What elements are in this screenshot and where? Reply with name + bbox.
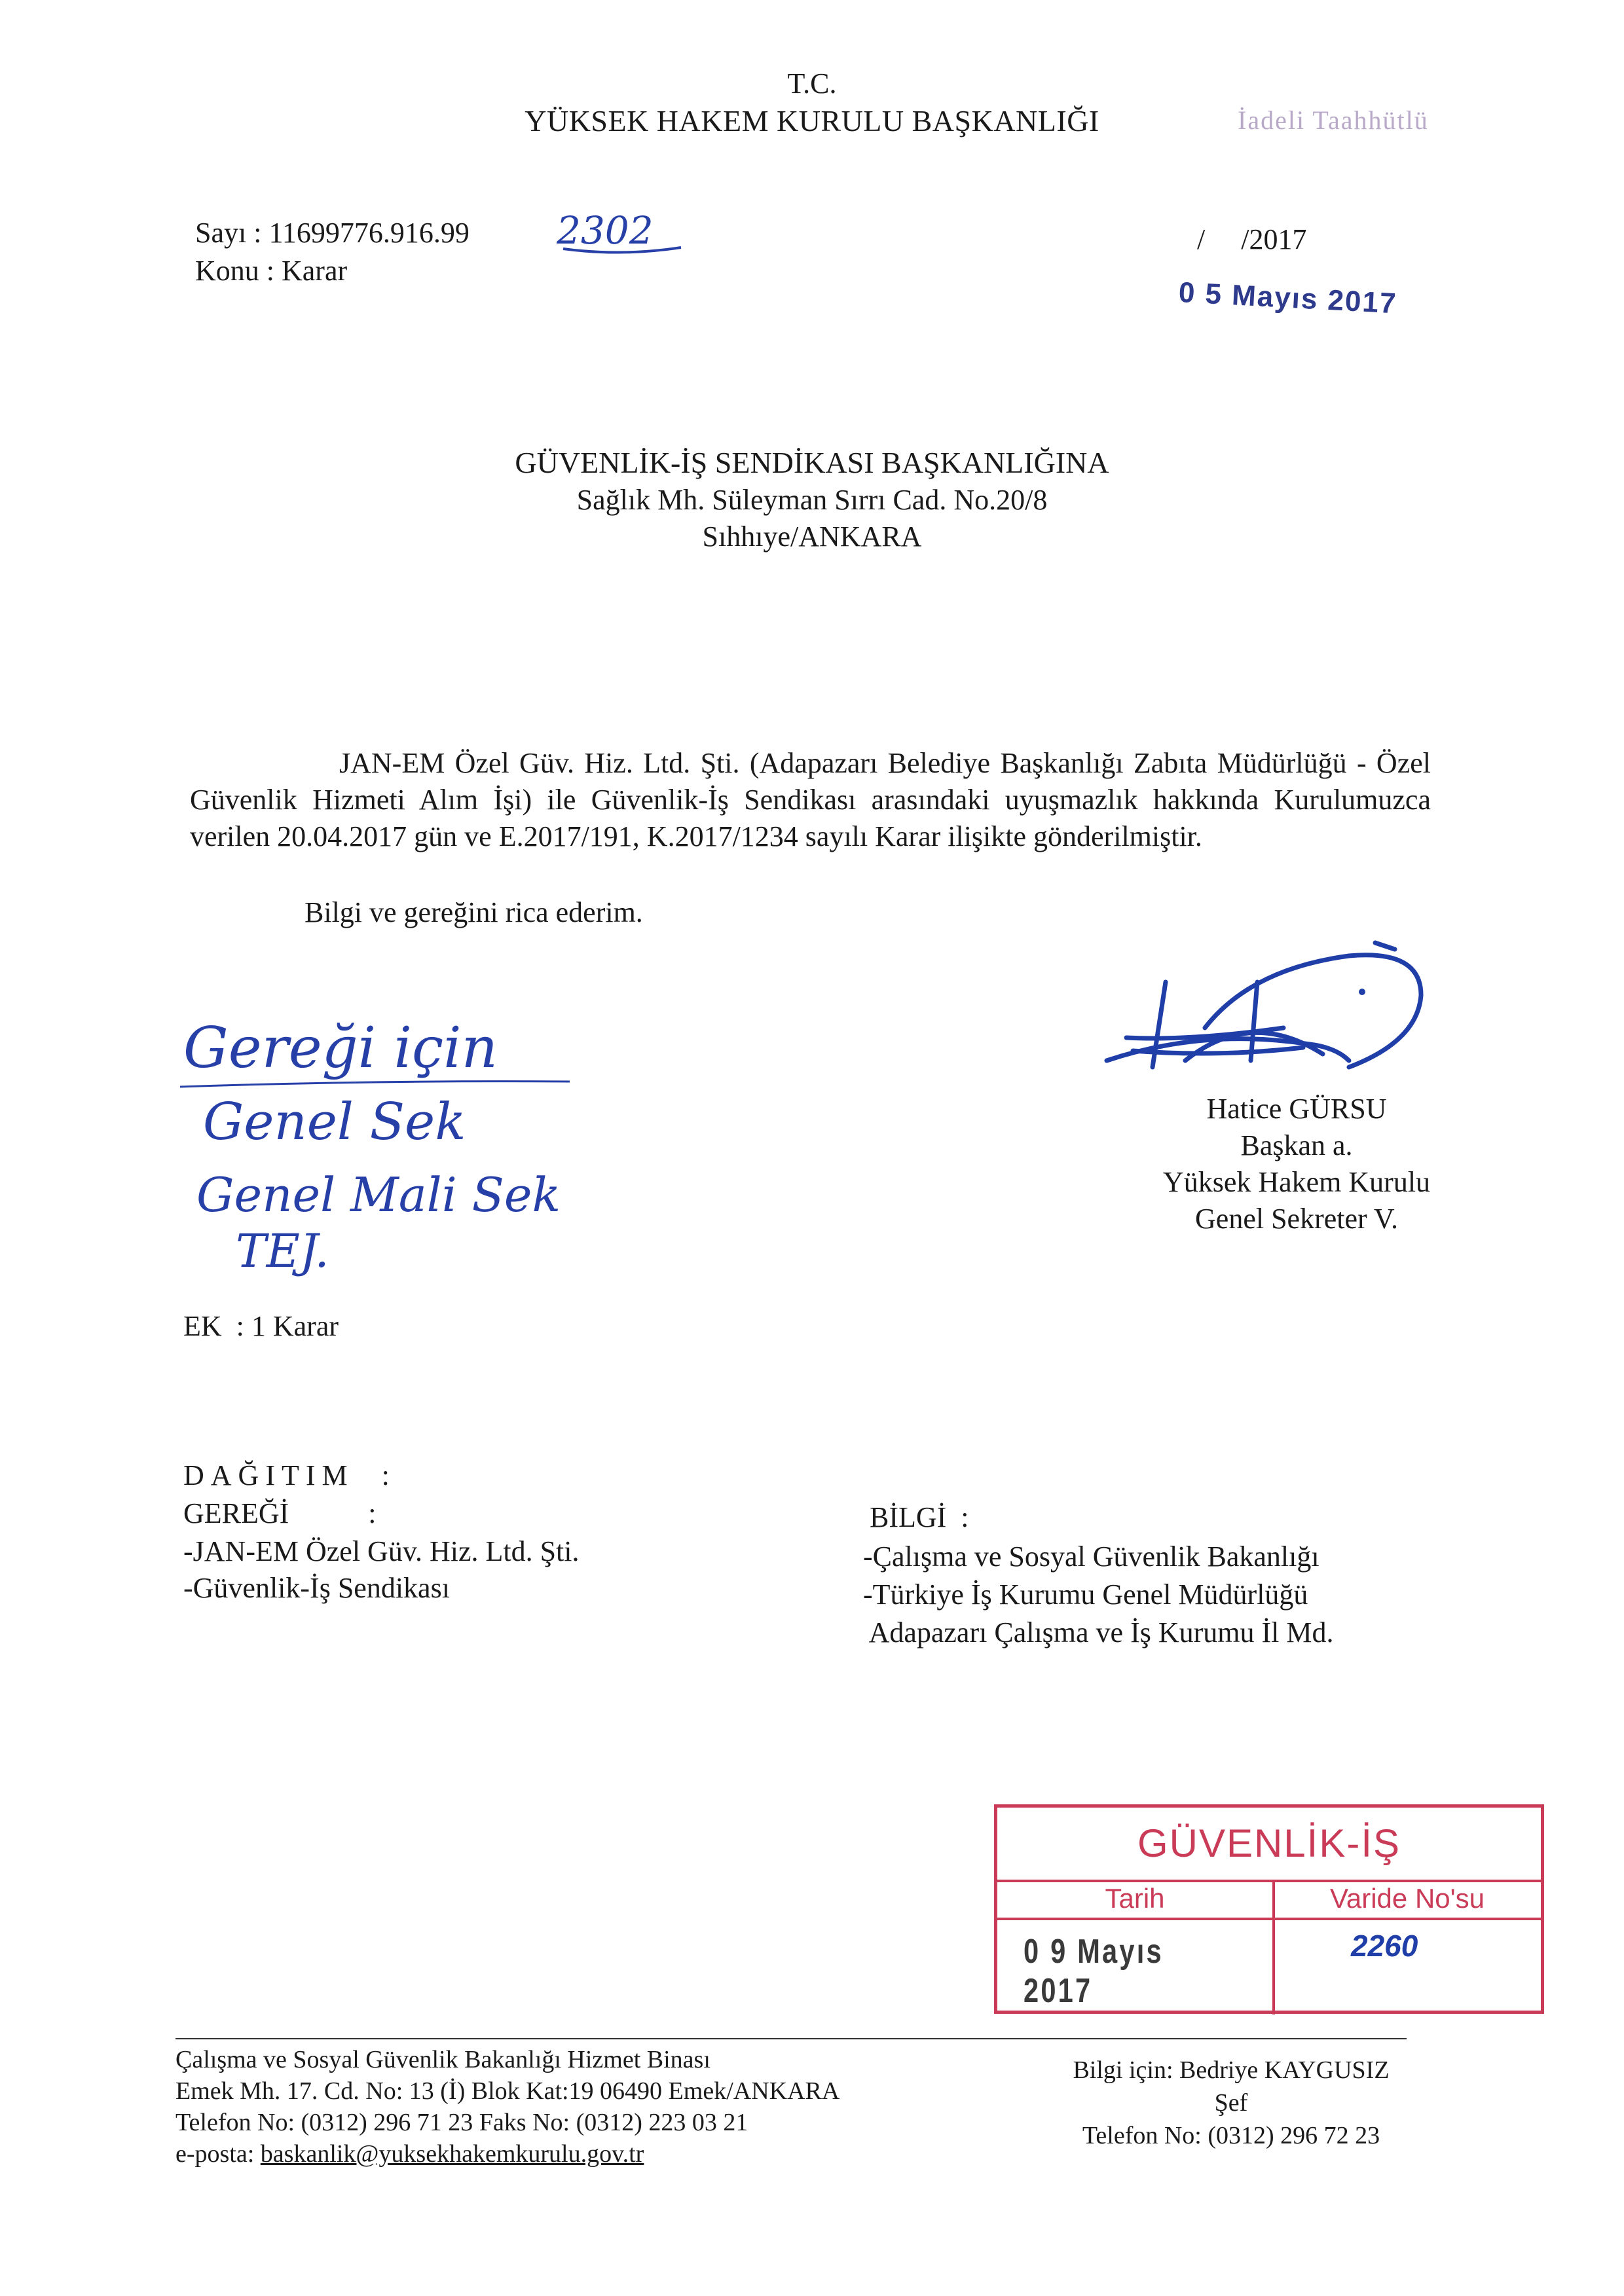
addressee-name: GÜVENLİK-İŞ SENDİKASI BAŞKANLIĞINA [515,446,1109,479]
registry-date-column [997,1880,1275,2014]
document-number: Sayı : 11699776.916.99 [195,217,470,249]
signatory-role: Genel Sekreter V. [1195,1203,1398,1235]
footer-contact-title: Şef [1214,2089,1248,2117]
footer-address-line: Çalışma ve Sosyal Güvenlik Bakanlığı Hizmet Binası [175,2046,710,2073]
info-recipient: -Türkiye İş Kurumu Genel Müdürlüğü [863,1578,1308,1611]
closing-line: Bilgi ve gereğini rica ederim. [304,896,643,928]
header-tc: T.C. [787,67,837,100]
attachment-line: EK : 1 Karar [183,1310,339,1342]
registered-mail-stamp: İadeli Taahhütlü [1238,105,1429,135]
addressee-city: Sıhhıye/ANKARA [702,520,922,553]
registry-number-column [1272,1880,1542,2014]
registry-stamp [994,1804,1544,2014]
handwritten-note-2: Genel Sek [203,1093,466,1152]
registry-stamp-title: GÜVENLİK-İŞ [997,1808,1541,1882]
date-stamp: 0 5 Mayıs 2017 [1177,276,1398,320]
footer-email-line [175,2140,644,2168]
addressee-street: Sağlık Mh. Süleyman Sırrı Cad. No.20/8 [576,484,1048,516]
signatory-title: Başkan a. [1240,1129,1353,1161]
footer-contact-phone: Telefon No: (0312) 296 72 23 [1082,2122,1380,2149]
registry-number-value: 2260 [1351,1929,1418,1963]
svg-text:2302: 2302 [557,208,654,253]
footer-email-label: e-posta: [175,2140,261,2168]
document-date: / /2017 [1197,223,1307,255]
subject-line: Konu : Karar [195,255,348,287]
info-recipient: Adapazarı Çalışma ve İş Kurumu İl Md. [863,1616,1334,1649]
footer-address-line: Emek Mh. 17. Cd. No: 13 (İ) Blok Kat:19 06490 Emek/ANKARA [175,2077,840,2105]
footer-divider [175,2038,1407,2039]
registry-number-header: Varide No'su [1272,1880,1542,1920]
header-title: YÜKSEK HAKEM KURULU BAŞKANLIĞI [525,104,1099,137]
action-recipient: -Güvenlik-İş Sendikası [183,1572,450,1604]
registry-date-value: 0 9 Mayıs 2017 [1024,1933,1164,2010]
body-paragraph: JAN-EM Özel Güv. Hiz. Ltd. Şti. (Adapazarı Belediye Başkanlığı Zabıta Müdürlüğü - Özel Güvenlik Hizmeti Alım İşi) ile Güvenlik-İş Sendikası arasındaki uyuşmazlık hakkında Kurulumuzca verilen 20.04.2017 gün ve E.2017/191, K.2017/1234 sayılı Karar ilişikte gönderilmiştir. [190,747,1431,852]
action-recipient: -JAN-EM Özel Güv. Hiz. Ltd. Şti. [183,1535,580,1567]
signatory-organization: Yüksek Hakem Kurulu [1162,1166,1431,1198]
handwritten-note-3: Genel Mali Sek [196,1167,561,1222]
distribution-title: DAĞITIM : [183,1459,396,1491]
signatory-name: Hatice GÜRSU [1206,1093,1387,1125]
action-recipients-title: GEREĞİ : [183,1497,377,1529]
handwritten-annotations [177,1002,674,1280]
info-recipients-title: BİLGİ : [870,1501,969,1533]
info-recipient: -Çalışma ve Sosyal Güvenlik Bakanlığı [863,1540,1320,1573]
handwritten-note-4: TEJ. [236,1224,329,1277]
footer-phone-line: Telefon No: (0312) 296 71 23 Faks No: (0312) 223 03 21 [175,2109,748,2136]
handwritten-number [557,203,688,265]
footer-email-link[interactable]: baskanlik@yuksekhakemkurulu.gov.tr [260,2140,644,2168]
handwritten-note-1: Gereği için [183,1015,498,1081]
footer-contact-name: Bilgi için: Bedriye KAYGUSIZ [1073,2056,1390,2084]
signature-drawing [1087,930,1454,1103]
registry-date-header: Tarih [997,1880,1272,1920]
